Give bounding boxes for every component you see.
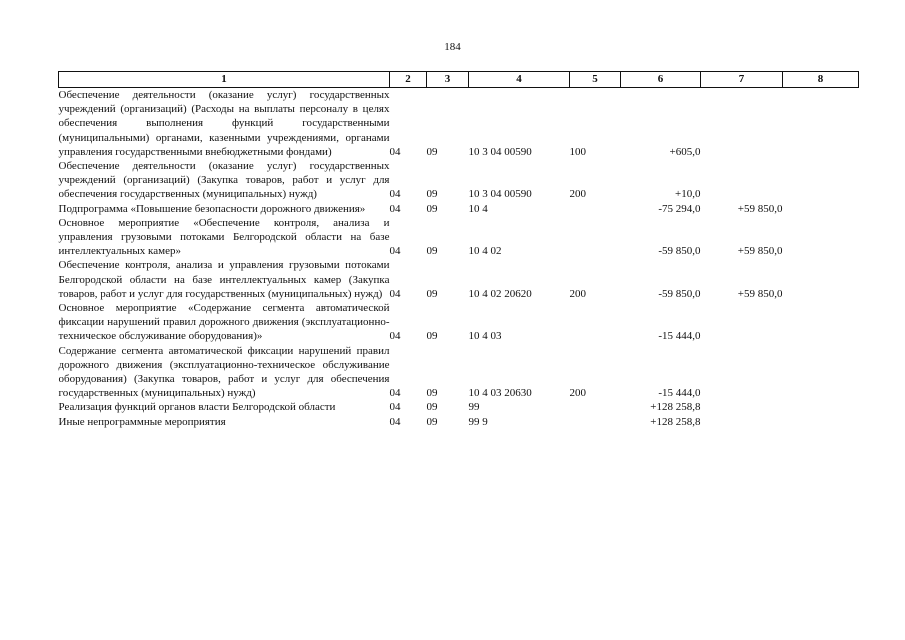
expense-type-code: 200 [569,387,586,400]
amount-change-1: -75 294,0 [658,202,701,215]
target-article-code: 10 4 02 [468,245,502,258]
target-article-code: 10 4 03 20630 [468,387,532,400]
table-row [59,88,859,160]
table-row [59,344,859,401]
expense-type-code: 100 [569,145,586,158]
expense-type-code: 200 [569,188,586,201]
expense-type-code [570,202,621,216]
section-code: 04 [389,202,401,215]
row-description: Реализация функций органов власти Белгородской области [58,401,336,414]
row-description: Подпрограмма «Повышение безопасности дорожного движения» [58,202,366,215]
target-article-code: 10 4 [468,202,488,215]
subsection-code: 09 [426,188,438,201]
amount-change-3 [783,301,859,344]
amount-change-1: +10,0 [675,188,701,201]
target-article-code: 10 3 04 00590 [468,145,532,158]
amount-change-1: -59 850,0 [658,245,701,258]
target-article-code: 10 4 02 20620 [468,287,532,300]
expense-type-code [570,415,621,429]
table-row [59,400,859,414]
target-article-code: 99 [468,401,480,414]
subsection-code: 09 [426,330,438,343]
amount-change-3 [783,202,859,216]
col-header-6: 6 [621,72,701,88]
amount-change-2 [701,415,783,429]
expense-type-code [570,216,621,259]
page-number: 184 [444,41,461,53]
amount-change-3 [783,216,859,259]
amount-change-1: +128 258,8 [650,415,701,428]
col-header-4: 4 [469,72,570,88]
subsection-code: 09 [426,415,438,428]
amount-change-2: +59 850,0 [737,287,783,300]
amount-change-2 [701,159,783,202]
section-code: 04 [389,145,401,158]
col-header-7: 7 [701,72,783,88]
amount-change-1: +128 258,8 [650,401,701,414]
row-description: Основное мероприятие «Содержание сегмента автоматической фиксации нарушений правил дорожного движения (эксплуатационно-техническое обслуживание оборудования)» [58,302,390,343]
amount-change-1: -59 850,0 [658,287,701,300]
amount-change-3 [783,88,859,160]
subsection-code: 09 [426,245,438,258]
row-description: Иные непрограммные мероприятия [58,415,226,428]
col-header-5: 5 [570,72,621,88]
amount-change-3 [783,415,859,429]
subsection-code: 09 [426,145,438,158]
expense-type-code [570,400,621,414]
row-description: Обеспечение деятельности (оказание услуг) государственных учреждений (организаций) (Закупка товаров, работ и услуг для обеспечения государственных (муниципальных) нужд) [58,160,390,201]
subsection-code: 09 [426,401,438,414]
amount-change-2 [701,301,783,344]
section-code: 04 [389,387,401,400]
amount-change-2 [701,400,783,414]
section-code: 04 [389,415,401,428]
header-row [59,72,859,88]
amount-change-3 [783,400,859,414]
subsection-code: 09 [426,287,438,300]
amount-change-3 [783,344,859,401]
subsection-code: 09 [426,387,438,400]
amount-change-2 [701,344,783,401]
col-header-3: 3 [427,72,469,88]
expense-type-code: 200 [569,287,586,300]
row-description: Содержание сегмента автоматической фиксации нарушений правил дорожного движения (эксплуатационно-техническое обслуживание оборудования) (Закупка товаров, работ и услуг для обеспечения государственных (муниципальных) нужд) [58,344,390,400]
target-article-code: 10 3 04 00590 [468,188,532,201]
col-header-1: 1 [59,72,390,88]
col-header-8: 8 [783,72,859,88]
amount-change-1: +605,0 [669,145,701,158]
amount-change-2: +59 850,0 [737,245,783,258]
table-row [59,159,859,202]
table-row [59,258,859,301]
row-description: Основное мероприятие «Обеспечение контроля, анализа и управления грузовыми потоками Белгородской области на базе интеллектуальных камер» [58,216,390,258]
amount-change-3 [783,159,859,202]
section-code: 04 [389,401,401,414]
section-code: 04 [389,287,401,300]
amount-change-2: +59 850,0 [737,202,783,215]
subsection-code: 09 [426,202,438,215]
section-code: 04 [389,245,401,258]
row-description: Обеспечение контроля, анализа и управления грузовыми потоками Белгородской области на базе интеллектуальных камер (Закупка товаров, работ и услуг для государственных (муниципальных) нужд) [58,259,390,300]
budget-table [58,71,859,429]
table-row [59,202,859,216]
table-row [59,216,859,259]
row-description: Обеспечение деятельности (оказание услуг) государственных учреждений (организаций) (Расходы на выплаты персоналу в целях обеспечения выполнения функций государственными (муниципальными) органами, казенными учреждениями, органами управления государственными внебюджетными фондами) [58,89,390,158]
section-code: 04 [389,330,401,343]
amount-change-1: -15 444,0 [658,330,701,343]
expense-type-code [570,301,621,344]
target-article-code: 99 9 [468,415,488,428]
section-code: 04 [389,188,401,201]
target-article-code: 10 4 03 [468,330,502,343]
table-row [59,301,859,344]
amount-change-1: -15 444,0 [658,387,701,400]
amount-change-2 [701,88,783,160]
col-header-2: 2 [390,72,427,88]
amount-change-3 [783,258,859,301]
table-row [59,415,859,429]
